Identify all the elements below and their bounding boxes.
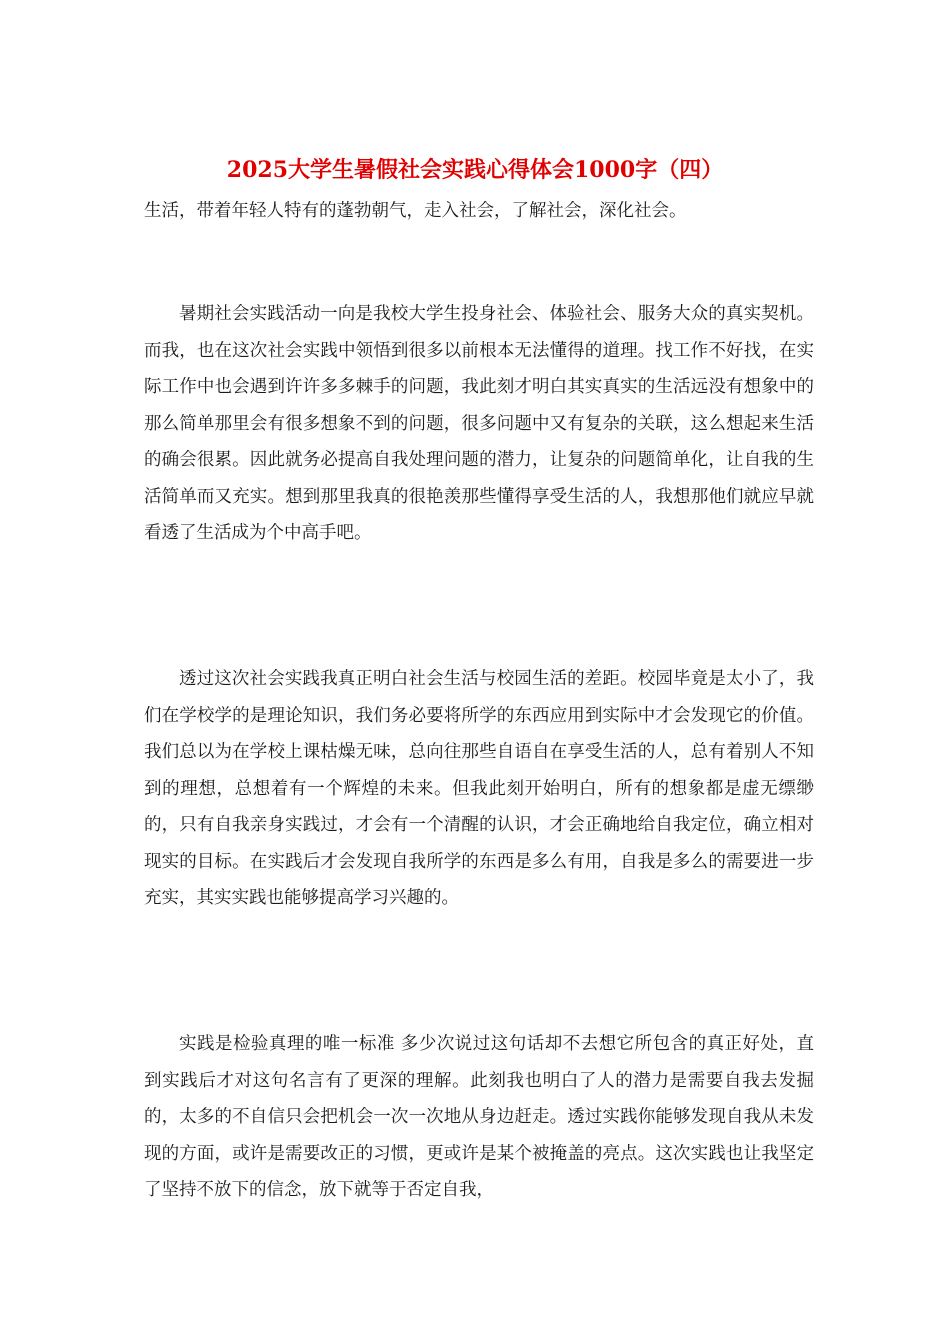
- paragraph-practice-truth: 实践是检验真理的唯一标准 多少次说过这句话却不去想它所包含的真正好处，直到实践后才对这句名言有了更深的理解。此刻我也明白了人的潜力是需要自我去发掘的，太多的不自信只会把机会一次一次地从身边赶走。透过实践你能够发现自我从未发现的方面，或许是需要改正的习惯，更或许是某个被掩盖的亮点。这次实践也让我坚定了坚持不放下的信念，放下就等于否定自我，: [144, 1034, 814, 1200]
- paragraph-summer-practice: 暑期社会实践活动一向是我校大学生投身社会、体验社会、服务大众的真实契机。而我，也在这次社会实践中领悟到很多以前根本无法懂得的道理。找工作不好找，在实际工作中也会遇到许许多多棘手的问题，我此刻才明白其实真实的生活远没有想象中的那么简单那里会有很多想象不到的问题，很多问题中又有复杂的关联，这么想起来生活的确会很累。因此就务必提高自我处理问题的潜力，让复杂的问题简单化，让自我的生活简单而又充实。想到那里我真的很艳羡那些懂得享受生活的人，我想那他们就应早就看透了生活成为个中高手吧。: [144, 304, 814, 543]
- paragraph-continuation: 生活，带着年轻人特有的蓬勃朝气，走入社会，了解社会，深化社会。: [144, 201, 687, 221]
- document-title: 2025大学生暑假社会实践心得体会1000字（四）: [226, 157, 724, 183]
- paragraph-campus-vs-society: 透过这次社会实践我真正明白社会生活与校园生活的差距。校园毕竟是太小了，我们在学校学的是理论知识，我们务必要将所学的东西应用到实际中才会发现它的价值。我们总以为在学校上课枯燥无味，总向往那些自语自在享受生活的人，总有着别人不知到的理想，总想着有一个辉煌的未来。但我此刻开始明白，所有的想象都是虚无缥缈的，只有自我亲身实践过，才会有一个清醒的认识，才会正确地给自我定位，确立相对现实的目标。在实践后才会发现自我所学的东西是多么有用，自我是多么的需要进一步充实，其实实践也能够提高学习兴趣的。: [144, 669, 814, 908]
